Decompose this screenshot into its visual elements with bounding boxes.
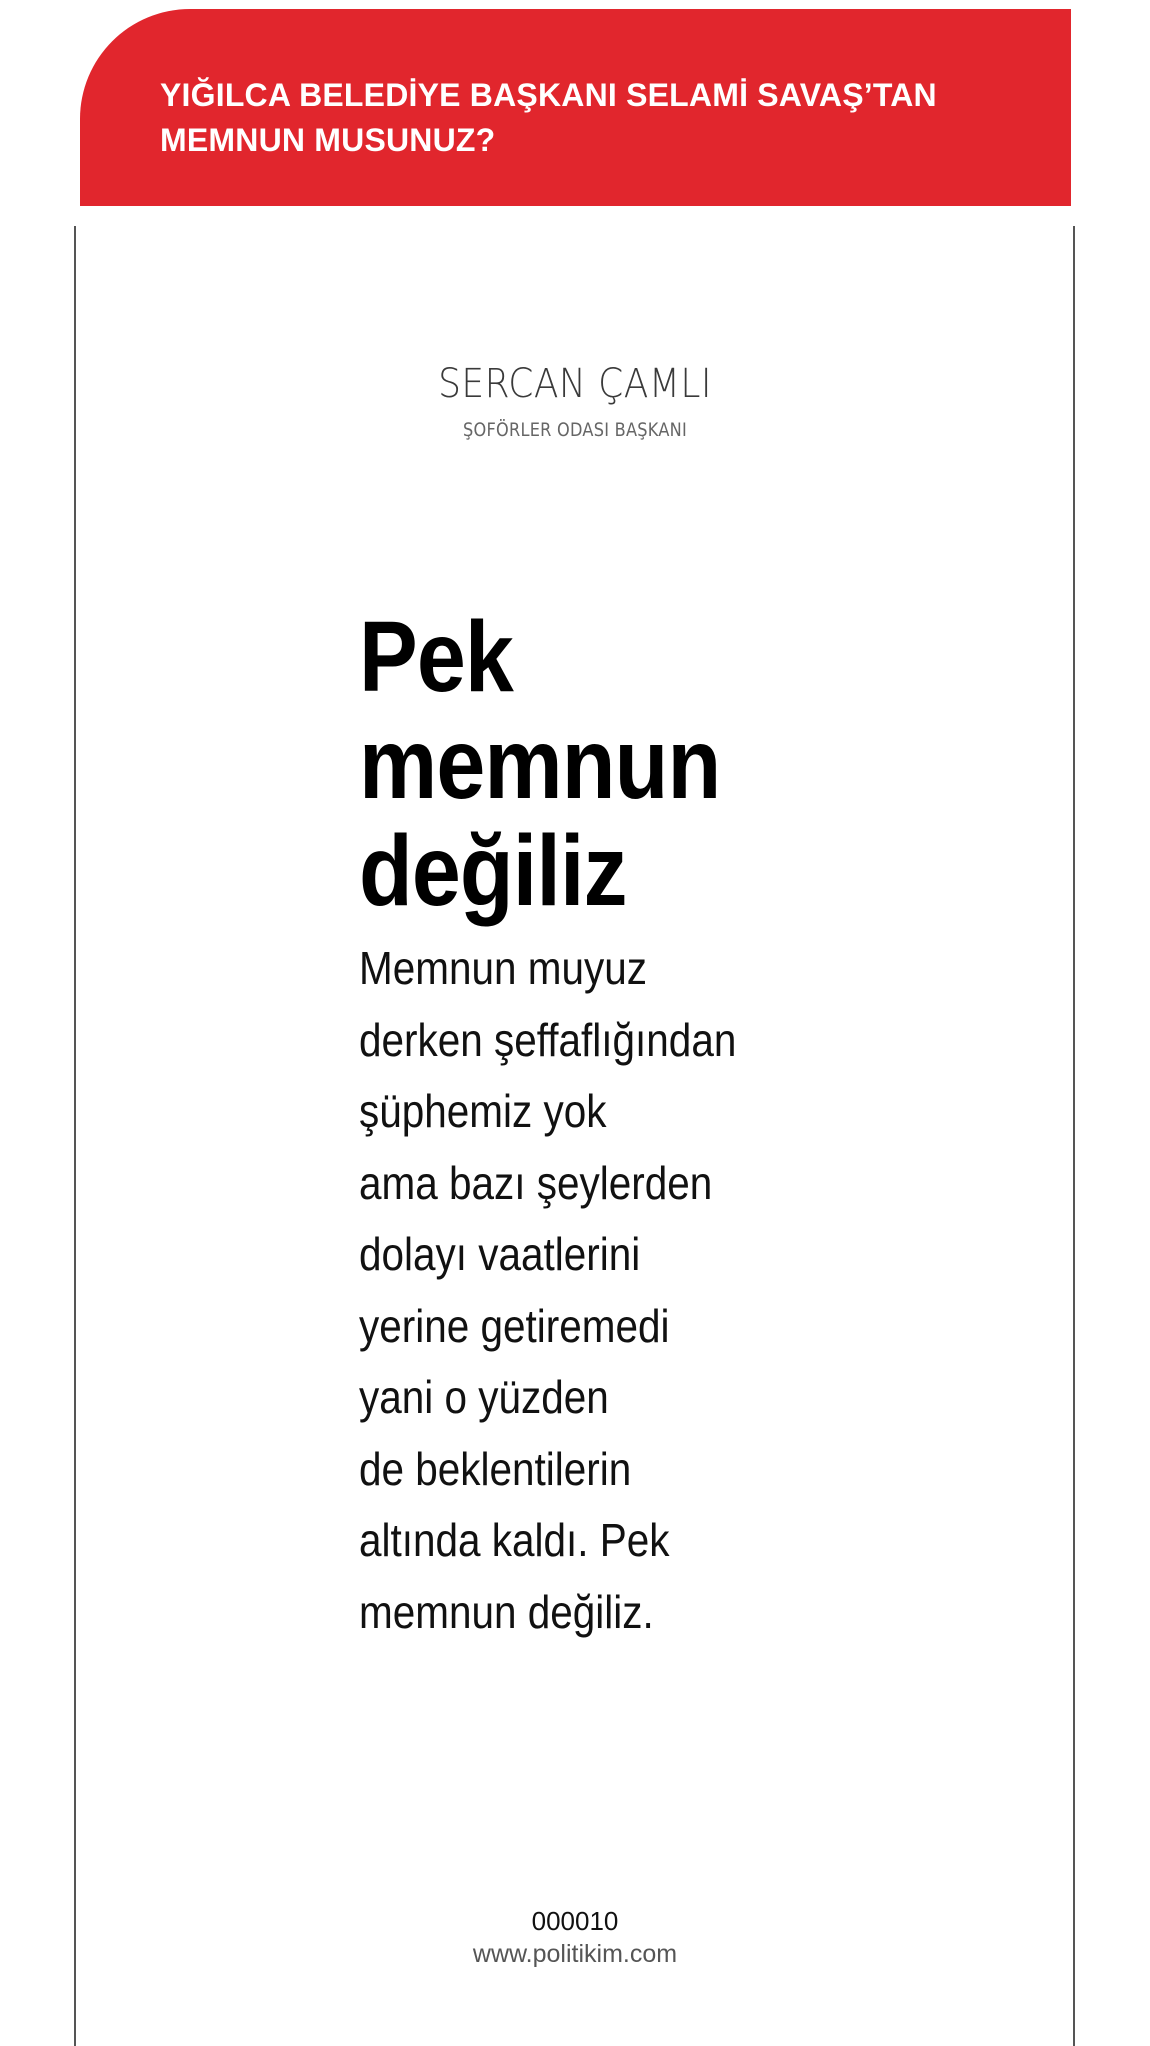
page-code: 000010	[531, 1906, 619, 1936]
person-name: SERCAN ÇAMLI	[438, 361, 712, 407]
quote-headline: Pek memnun değiliz	[359, 601, 721, 927]
question-title: YIĞILCA BELEDİYE BAŞKANI SELAMİ SAVAŞ’TAN MEMNUN MUSUNUZ?	[160, 77, 937, 158]
header-banner	[80, 9, 1071, 206]
website-link[interactable]: www.politikim.com	[472, 1940, 678, 1968]
quote-body: Memnun muyuz derken şeffaflığından şüphemiz yok ama bazı şeylerden dolayı vaatlerini yerine getiremedi yani o yüzden de beklentilerin altında kaldı. Pek memnun değiliz.	[359, 942, 737, 1638]
person-role: ŞOFÖRLER ODASI BAŞKANI	[462, 419, 688, 441]
